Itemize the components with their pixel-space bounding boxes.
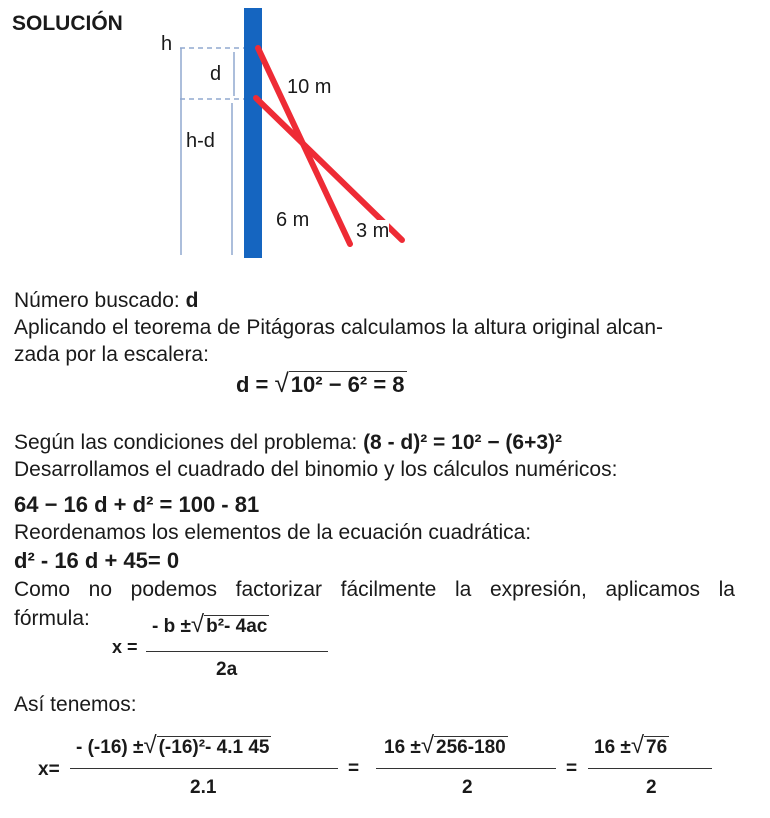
f1-sqrt: √ (-16)²- 4.1 45 (143, 732, 270, 759)
numero-buscado (14, 288, 198, 314)
formula-numerator (152, 610, 269, 642)
equals-sign-2: = (566, 758, 578, 779)
segun-text: Según las condiciones del problema: (14, 431, 364, 454)
formula-fraction-bar (146, 651, 328, 652)
f1-num-pre: - (-16) ± (76, 737, 144, 758)
formula-x: x = (112, 637, 138, 657)
formula-sqrt: √ b²- 4ac (190, 611, 268, 638)
label-h: h (161, 33, 173, 55)
label-three-m: 3 m (356, 220, 390, 242)
formula-num-pre: - b ± (152, 616, 191, 637)
numero-label: Número buscado: (14, 289, 186, 312)
eq1-sqrt: √10² − 6² = 8 (274, 368, 405, 398)
segun-eq: (8 - d)² = 10² − (6+3)² (363, 431, 563, 454)
fraction2-denominator: 2 (462, 777, 473, 798)
f1-num-rad: (-16)²- 4.1 45 (158, 737, 270, 758)
label-six-m: 6 m (276, 209, 310, 231)
f3-sqrt: √ 76 (630, 732, 668, 759)
asi-text: Así tenemos: (14, 693, 137, 716)
label-d: d (210, 63, 222, 85)
equation-binomial: 64 − 16 d + d² = 100 - 81 (14, 492, 260, 517)
equation-quadratic: d² - 16 d + 45= 0 (14, 548, 180, 573)
eq1-left: d = (236, 372, 275, 397)
formula-num-rad: b²- 4ac (206, 616, 268, 637)
fraction2-bar (376, 768, 556, 769)
page-title: SOLUCIÓN (12, 12, 123, 35)
label-h-minus-d: h-d (186, 130, 215, 152)
formula-denominator: 2a (216, 659, 238, 680)
equals-sign-1: = (348, 758, 360, 779)
fraction1-denominator: 2.1 (190, 777, 217, 798)
zada-text: zada por la escalera: (14, 343, 209, 366)
fraction1-numerator (76, 731, 271, 763)
f2-sqrt: √ 256-180 (420, 732, 506, 759)
f2-num-rad: 256-180 (436, 737, 506, 758)
eq1-radicand: 10² − 6² = 8 (290, 372, 405, 397)
fraction2-numerator (384, 731, 508, 763)
fraction3-bar (588, 768, 712, 769)
formula-label: fórmula: (14, 607, 90, 630)
segun-line (14, 430, 562, 456)
reordenamos-text: Reordenamos los elementos de la ecuación cuadrática: (14, 521, 532, 544)
equation-d (236, 366, 407, 402)
f3-num-pre: 16 ± (594, 737, 631, 758)
fraction3-numerator (594, 731, 669, 763)
como-text: Como no podemos factorizar fácilmente la expresión, aplicamos la (14, 578, 735, 601)
label-ten-m: 10 m (287, 76, 332, 98)
aplicando-text: Aplicando el teorema de Pitágoras calculamos la altura original alcan- (14, 316, 664, 339)
x-equals: x= (38, 759, 60, 780)
fraction3-denominator: 2 (646, 777, 657, 798)
fraction1-bar (70, 768, 338, 769)
f3-num-rad: 76 (646, 737, 668, 758)
desarrollamos-text: Desarrollamos el cuadrado del binomio y los cálculos numéricos: (14, 458, 618, 481)
numero-var: d (185, 289, 199, 312)
f2-num-pre: 16 ± (384, 737, 421, 758)
